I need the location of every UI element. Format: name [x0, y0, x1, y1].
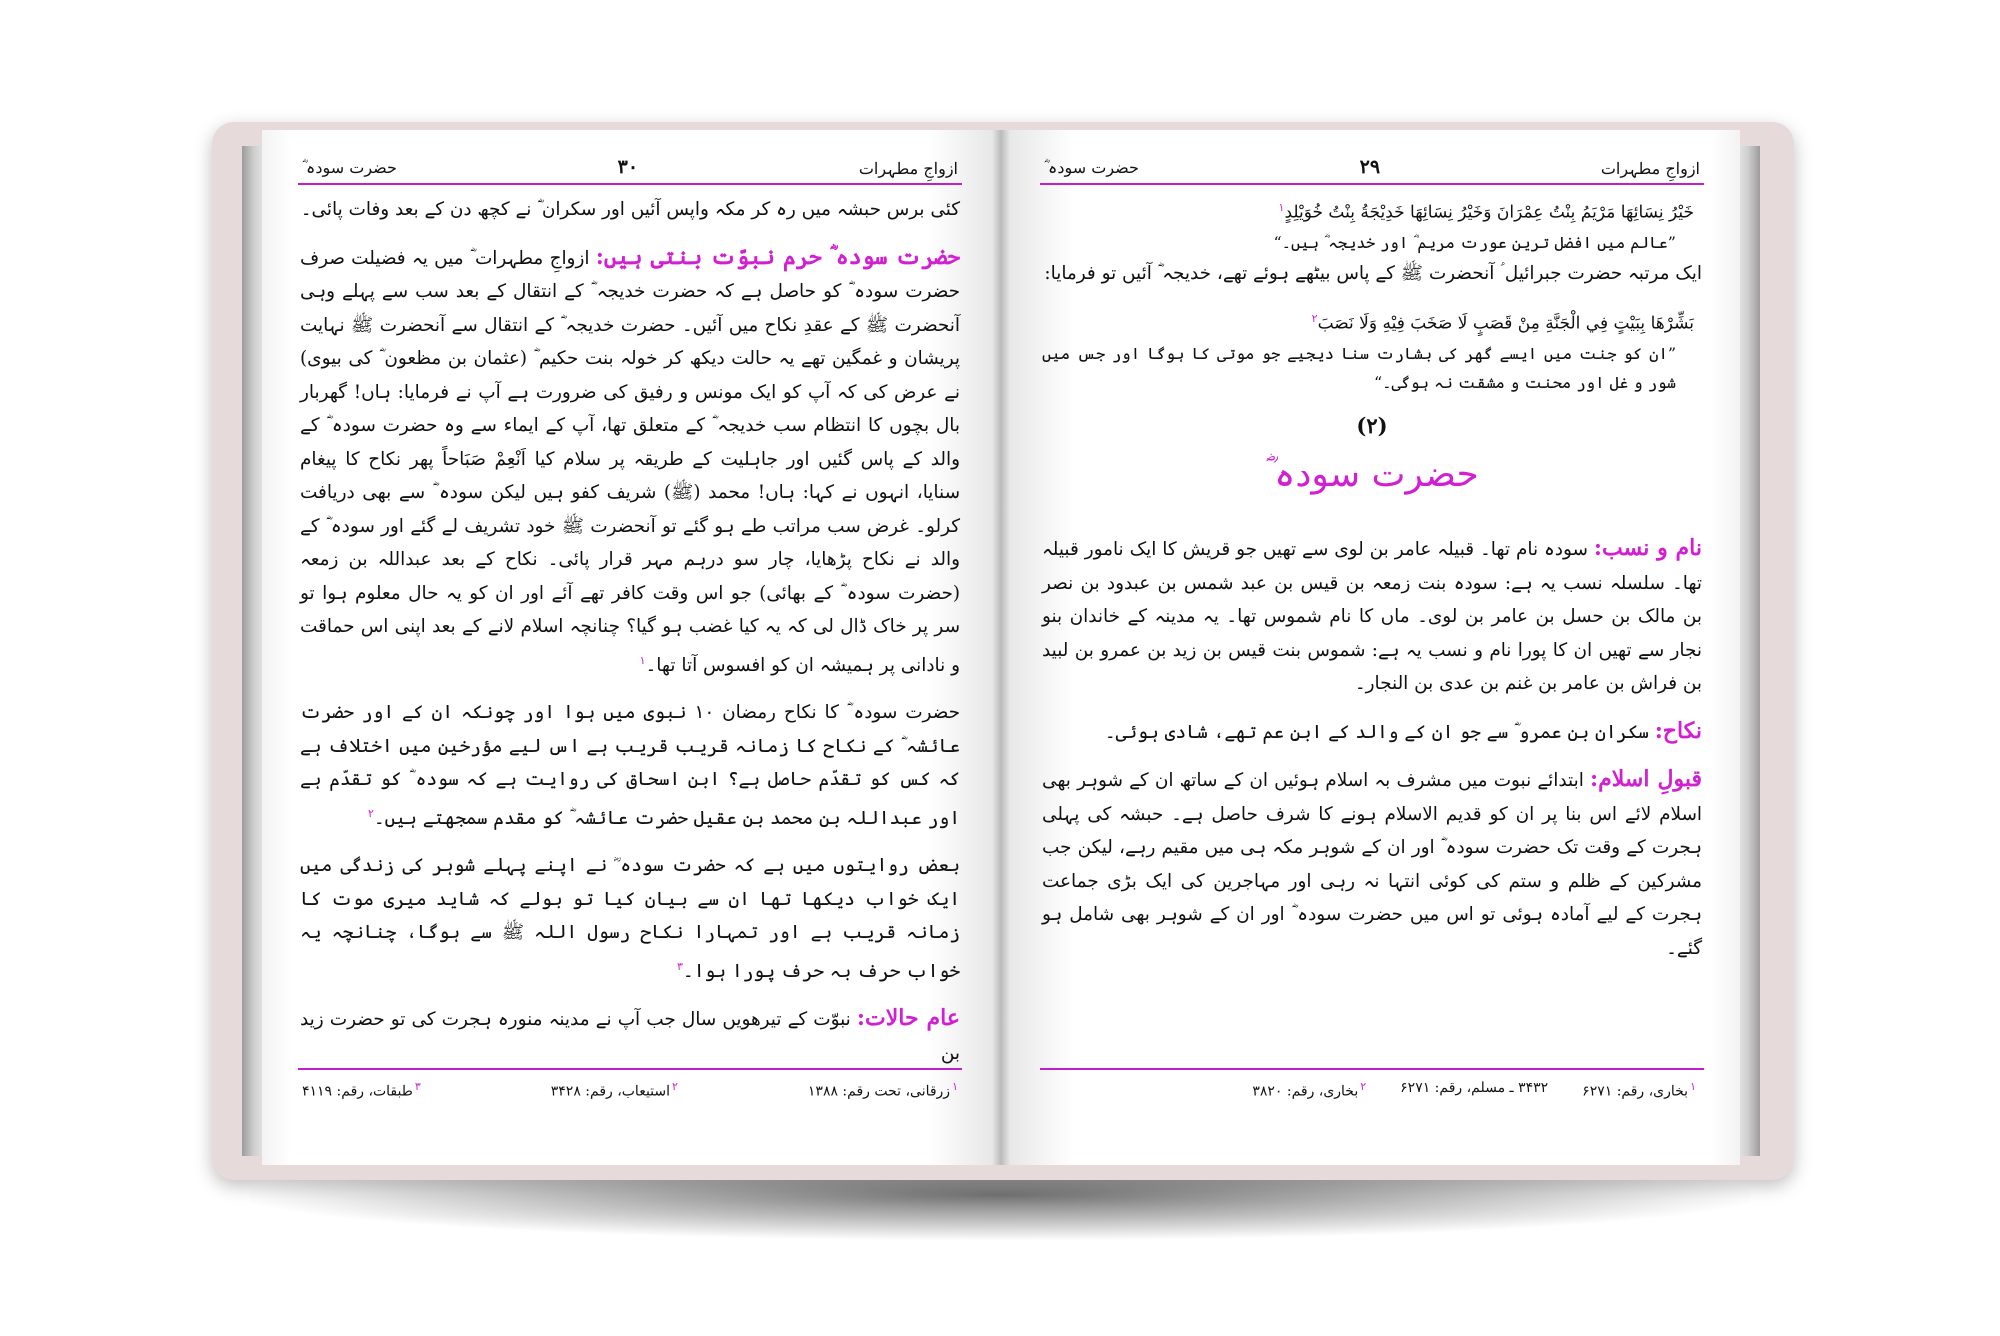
- right-page: [1000, 130, 1740, 1165]
- footnote: $^۲$بخاری، رقم: ۳۸۲۰: [1252, 1080, 1367, 1100]
- paragraph: عام حالات: نبوّت کے تیرھویں سال جب آپ نے مدینہ منورہ ہجرت کی تو حضرت زید بن: [300, 1005, 960, 1064]
- footnote-ref: ۱: [639, 653, 646, 667]
- right-page-body: [1040, 185, 1704, 965]
- chapter-running-title: حضرت سودہ ؓ: [1044, 158, 1139, 177]
- right-page-header: [1040, 156, 1704, 185]
- arabic-hadith: خَيْرُ نِسَائِهَا مَرْيَمُ بِنْتُ عِمْرَانَ وَخَيْرُ نِسَائِهَا خَدِيْجَةُ بِنْتُ خُوَيْلِدٍ$^۱$: [1278, 201, 1694, 223]
- running-title: ازواجِ مطہرات: [1600, 159, 1700, 178]
- footnote: $^۱$زرقانی، تحت رقم: ۱۳۸۸: [807, 1080, 958, 1100]
- footnote-rule: [1040, 1068, 1704, 1070]
- paragraph: بعض روایتوں میں ہے کہ حضرت سودہ ؓ نے اپنے پہلے شوہر کی زندگی میں ایک خواب دیکھا تھا ان سے بیان کیا تو بولے کہ شاید میری موت کا زمانہ قریب ہے اور تمہارا نکاح رسول اللہ ﷺ سے ہوگا، چنانچہ یہ خواب حرف بہ حرف پورا ہوا۔$^۳$: [300, 855, 960, 982]
- footnotes: [1040, 1080, 1696, 1100]
- running-title: ازواجِ مطہرات: [858, 159, 958, 178]
- footnote-ref: ۳: [677, 959, 683, 973]
- left-page-header: [298, 156, 962, 185]
- left-page-body: [298, 185, 962, 1070]
- footnote-ref: ۲: [367, 806, 374, 820]
- chapter-title: حضرت سودہ ؓ: [1265, 454, 1479, 496]
- book-spine: [992, 130, 1010, 1165]
- section-heading: نکاح:: [1654, 717, 1702, 744]
- paragraph: نکاح: سکران بن عمرو ؓ سے جو ان کے والد کے ابنِ عم تھے، شادی ہوئی۔: [1104, 717, 1702, 744]
- section-heading: قبولِ اسلام:: [1590, 766, 1702, 793]
- footnote: ۳۴۳۲ ـ مسلم، رقم: ۶۲۷۱: [1400, 1080, 1549, 1096]
- translation-quote: ”عالم میں افضل ترین عورت مریم ؓ اور خدیجہ ؓ ہیں۔“: [1273, 232, 1676, 252]
- footnotes: [302, 1080, 958, 1100]
- paragraph: ایک مرتبہ حضرت جبرائیل ؑ آنحضرت ﷺ کے پاس بیٹھے ہوئے تھے، خدیجہ ؓ آئیں تو فرمایا:: [1044, 262, 1702, 284]
- footnote: $^۱$بخاری، رقم: ۶۲۷۱: [1582, 1080, 1696, 1100]
- left-page-edges: [242, 146, 262, 1156]
- page-number: ۲۹: [1359, 156, 1381, 178]
- footnote: $^۲$استیعاب، رقم: ۳۴۲۸: [550, 1080, 678, 1100]
- paragraph: حضرت سودہ ؓ کا نکاح رمضان ۱۰ نبوی میں ہوا اور چونکہ ان کے اور حضرت عائشہ ؓ کے نکاح کا زمانہ قریب قریب ہے اس لیے مؤرخین میں اختلاف ہے کہ کس کو تقدّم حاصل ہے؟ ابن اسحاق کی روایت ہے کہ سودہ ؓ کو تقدّم ہے اور عبداللہ بن محمد بن عقیل حضرت عائشہ ؓ کو مقدم سمجھتے ہیں۔$^۲$: [300, 702, 960, 829]
- chapter-number: (۲): [1356, 412, 1388, 438]
- paragraph: حضرت سودہ ؓ حرم نبوّت بنتی ہیں: ازواجِ مطہرات ؓ میں یہ فضیلت صرف حضرت سودہ ؓ کو حاصل ہے کہ حضرت خدیجہ ؓ کے انتقال کے بعد سب سے پہلے وہی آنحضرت ﷺ کے عقدِ نکاح میں آئیں۔ حضرت خدیجہ ؓ کے انتقال سے آنحضرت ﷺ نہایت پریشان و غمگین تھے یہ حالت دیکھ کر خولہ بنت حکیم ؓ (عثمان بن مظعون ؓ کی بیوی) نے عرض کی کہ آپ کو ایک مونس و رفیق کی ضرورت ہے آپ نے فرمایا: ہاں! گھربار بال بچوں کا انتظام سب خدیجہ ؓ کے متعلق تھا، آپ کے ایماء سے وہ حضرت سودہ ؓ کے والد کے پاس گئیں اور جاہلیت کے طریقہ پر سلام کیا اَنْعِمْ صَبَاحاً پھر نکاح کا پیغام سنایا، انہوں نے کہا: ہاں! محمد (ﷺ) شریف کفو ہیں لیکن سودہ ؓ سے بھی دریافت کرلو۔ غرض سب مراتب طے ہو گئے تو آنحضرت ﷺ خود تشریف لے گئے اور سودہ ؓ کے والد نے نکاح پڑھایا، چار سو درہم مہر قرار پائی۔ نکاح کے بعد عبداللہ بن زمعہ (حضرت سودہ ؓ کے بھائی) جو اس وقت کافر تھے آئے اور ان کو یہ حال معلوم ہوا تو سر پر خاک ڈال لی کہ یہ کیا غضب ہو گیا؟ چنانچہ اسلام لانے کے بعد اپنی اس حماقت و نادانی پر ہمیشہ ان کو افسوس آتا تھا۔$^۱$: [300, 243, 960, 676]
- section-heading: عام حالات:: [856, 1005, 960, 1032]
- chapter-running-title: حضرت سودہ ؓ: [302, 158, 397, 177]
- translation-quote: ”ان کو جنت میں ایسے گھر کی بشارت سنا دیجیے جو موتی کا ہوگا اور جس میں شور و غل اور محنت و مشقت نہ ہوگی۔“: [1042, 343, 1676, 392]
- footnote: $^۳$طبقات، رقم: ۴۱۱۹: [302, 1080, 421, 1100]
- paragraph: نام و نسب: سودہ نام تھا۔ قبیلہ عامر بن لوی سے تھیں جو قریش کا ایک نامور قبیلہ تھا۔ سلسلہ نسب یہ ہے: سودہ بنت زمعہ بن قیس بن عبد شمس بن عبدود بن نصر بن مالک بن حسل بن عامر بن لوی۔ ماں کا نام شموس تھا۔ یہ مدینہ کے خاندان بنو نجار سے تھیں ان کا پورا نام و نسب یہ ہے: شموس بنت قیس بن زید بن عمرو بن لبید بن فراش بن عامر بن غنم بن عدی بن النجار۔: [1042, 535, 1702, 695]
- footnote-rule: [298, 1068, 962, 1070]
- paragraph: قبولِ اسلام: ابتدائے نبوت میں مشرف بہ اسلام ہوئیں ان کے ساتھ ان کے شوہر بھی اسلام لائے اس بنا پر ان کو قدیم الاسلام ہونے کا شرف حاصل ہے۔ حبشہ کی پہلی ہجرت کے وقت تک حضرت سودہ ؓ اور ان کے شوہر مکہ ہی میں مقیم رہے، لیکن جب مشرکین کے ظلم و ستم کی کوئی انتہا نہ رہی اور مہاجرین کی ایک بڑی جماعت ہجرت کے لیے آمادہ ہوئی تو اس میں حضرت سودہ ؓ اور ان کے شوہر بھی شامل ہو گئے۔: [1042, 766, 1702, 959]
- right-page-edges: [1740, 146, 1760, 1156]
- paragraph: کئی برس حبشہ میں رہ کر مکہ واپس آئیں اور سکران ؓ نے کچھ دن کے بعد وفات پائی۔: [300, 199, 960, 220]
- section-heading: نام و نسب:: [1593, 535, 1702, 562]
- section-heading: حضرت سودہ ؓ حرم نبوّت بنتی ہیں:: [595, 243, 960, 270]
- page-number: ۳۰: [617, 156, 639, 178]
- left-page: [262, 130, 1002, 1165]
- arabic-hadith: بَشِّرْهَا بِبَيْتٍ فِي الْجَنَّةِ مِنْ قَصَبٍ لَا صَخَبَ فِيْهِ وَلَا نَصَبَ$^۲$: [1311, 312, 1694, 334]
